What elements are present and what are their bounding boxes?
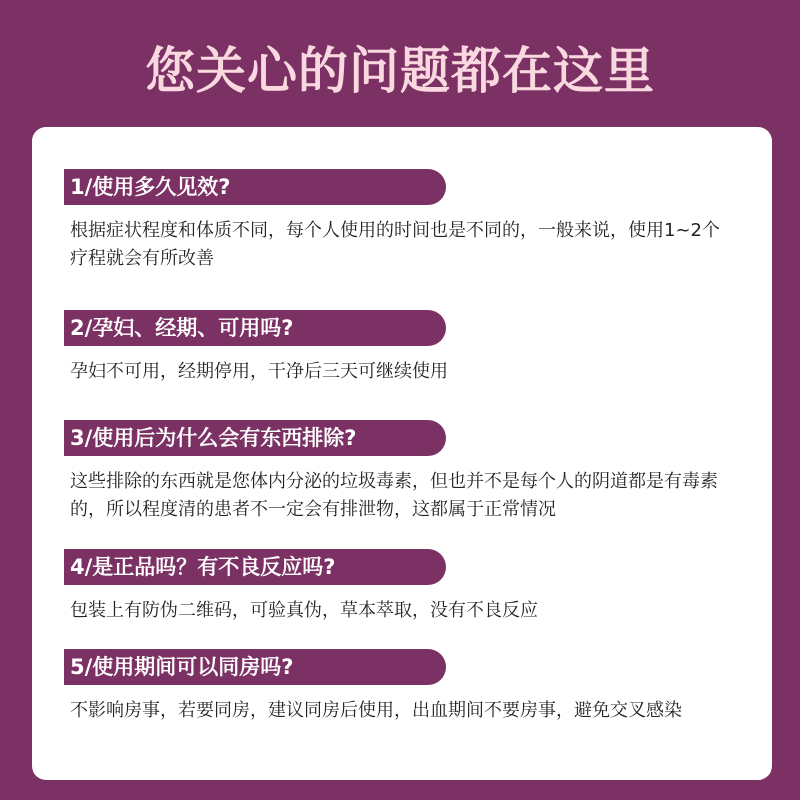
faq-question-3: 3/使用后为什么会有东西排除? <box>64 420 446 456</box>
faq-item-3 <box>64 420 754 524</box>
faq-answer-3: 这些排除的东西就是您体内分泌的垃圾毒素，但也并不是每个人的阴道都是有毒素的，所以程度清的患者不一定会有排泄物，这都属于正常情况 <box>70 471 718 520</box>
faq-question-2: 2/孕妇、经期、可用吗? <box>64 310 446 346</box>
faq-item-2 <box>64 310 754 386</box>
faq-answer-1: 根据症状程度和体质不同，每个人使用的时间也是不同的，一般来说，使用1~2个疗程就会有所改善 <box>70 220 720 269</box>
faq-item-5 <box>64 649 754 725</box>
faq-question-1: 1/使用多久见效? <box>64 169 446 205</box>
faq-question-4: 4/是正品吗？有不良反应吗? <box>64 549 446 585</box>
faq-card <box>32 127 772 780</box>
faq-answer-4: 包装上有防伪二维码，可验真伪，草本萃取，没有不良反应 <box>70 600 538 621</box>
faq-question-5: 5/使用期间可以同房吗? <box>64 649 446 685</box>
faq-item-4 <box>64 549 754 625</box>
faq-item-1 <box>64 169 754 273</box>
page-title: 您关心的问题都在这里 <box>145 42 655 100</box>
faq-answer-2: 孕妇不可用，经期停用，干净后三天可继续使用 <box>70 361 448 382</box>
faq-answer-5: 不影响房事，若要同房，建议同房后使用，出血期间不要房事，避免交叉感染 <box>70 700 682 721</box>
